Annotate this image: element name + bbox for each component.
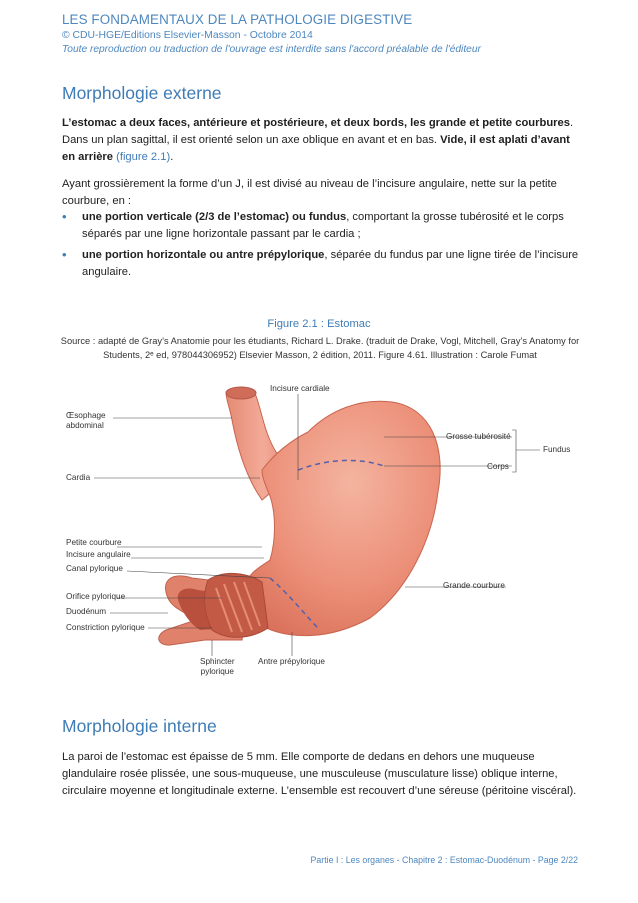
label-antre-prepylorique: Antre prépylorique bbox=[258, 657, 325, 666]
bullet-list bbox=[62, 209, 582, 285]
label-duodenum: Duodénum bbox=[66, 607, 107, 616]
bold-text: Vide, il est aplati d’avant en arrière bbox=[62, 134, 570, 163]
header-title: LES FONDAMENTAUX DE LA PATHOLOGIE DIGESTIVE bbox=[62, 12, 413, 27]
header-note: Toute reproduction ou traduction de l'ouvrage est interdite sans l'accord préalable de l'éditeur bbox=[62, 44, 481, 55]
label-grande-courbure: Grande courbure bbox=[443, 581, 505, 590]
label-grosse-tuberosite: Grosse tubérosité bbox=[446, 432, 511, 441]
label-cardia: Cardia bbox=[66, 473, 91, 482]
section-title: Morphologie externe bbox=[62, 83, 222, 103]
paragraph bbox=[62, 115, 582, 166]
paragraph: Ayant grossièrement la forme d’un J, il est divisé au niveau de l’incisure angulaire, nette sur la petite courbure, en : bbox=[62, 178, 557, 207]
label-incisure-angulaire: Incisure angulaire bbox=[66, 550, 131, 559]
list-item bbox=[62, 247, 582, 280]
label-sphincter-pylorique bbox=[200, 657, 235, 677]
label-line: Sphincter bbox=[200, 657, 235, 666]
text: . bbox=[170, 151, 174, 163]
bold-text: une portion verticale (2/3 de l’estomac) ou fundus bbox=[82, 211, 347, 223]
label-orifice-pylorique: Orifice pylorique bbox=[66, 592, 126, 601]
bullet-icon: • bbox=[62, 247, 67, 262]
header-copyright: © CDU-HGE/Editions Elsevier-Masson - Octobre 2014 bbox=[62, 30, 313, 41]
label-corps: Corps bbox=[487, 462, 509, 471]
list-item bbox=[62, 209, 582, 242]
paragraph: La paroi de l’estomac est épaisse de 5 mm. Elle comporte de dedans en dehors une muqueuse glandulaire rosée plissée, une sous-muqueuse, une musculeuse (musculature lisse) oblique interne, circulaire moyenne et longitudinale externe. L’ensemble est recouvert d’une séreuse (péritoine viscéral). bbox=[62, 751, 577, 797]
label-oesophage bbox=[66, 411, 106, 431]
figure-caption: Figure 2.1 : Estomac bbox=[267, 318, 371, 330]
label-canal-pylorique: Canal pylorique bbox=[66, 564, 123, 573]
pylorus-cutaway bbox=[205, 573, 268, 637]
stomach-figure bbox=[0, 380, 638, 680]
figure-source: Source : adapté de Gray’s Anatomie pour les étudiants, Richard L. Drake. (traduit de Drake, Vogl, Mitchell, Gray’s Anatomy for Students, 2ᵉ ed, 9780443069​52) Elsevier Masson, 2 édition, 2011. Figure 4.61. Illustration : Carole Fumat bbox=[60, 336, 580, 360]
label-line: abdominal bbox=[66, 421, 104, 430]
page-footer: Partie I : Les organes - Chapitre 2 : Estomac-Duodénum - Page 2/22 bbox=[310, 855, 578, 865]
esophagus-opening bbox=[226, 387, 256, 399]
text: . Dans un plan sagittal, il est orienté selon un axe oblique en avant et en bas. bbox=[62, 117, 574, 146]
label-line: pylorique bbox=[200, 667, 234, 676]
label-line: Œsophage bbox=[66, 411, 106, 420]
text: , comportant la grosse tubérosité et le corps séparés par une ligne horizontale passant par le cardia ; bbox=[82, 211, 564, 240]
bold-text: une portion horizontale ou antre prépylorique bbox=[82, 249, 325, 261]
label-fundus: Fundus bbox=[543, 445, 571, 454]
text: , séparée du fundus par une ligne tirée de l’incisure angulaire. bbox=[82, 249, 579, 278]
figure-reference-link[interactable]: (figure 2.1) bbox=[116, 151, 171, 163]
section-title: Morphologie interne bbox=[62, 716, 217, 736]
label-constriction-pylorique: Constriction pylorique bbox=[66, 623, 145, 632]
stomach-body bbox=[243, 401, 440, 635]
label-incisure-cardiale: Incisure cardiale bbox=[270, 384, 330, 393]
bold-text: L’estomac a deux faces, antérieure et postérieure, et deux bords, les grande et petite courbures bbox=[62, 117, 570, 129]
label-petite-courbure: Petite courbure bbox=[66, 538, 122, 547]
bullet-icon: • bbox=[62, 209, 67, 224]
